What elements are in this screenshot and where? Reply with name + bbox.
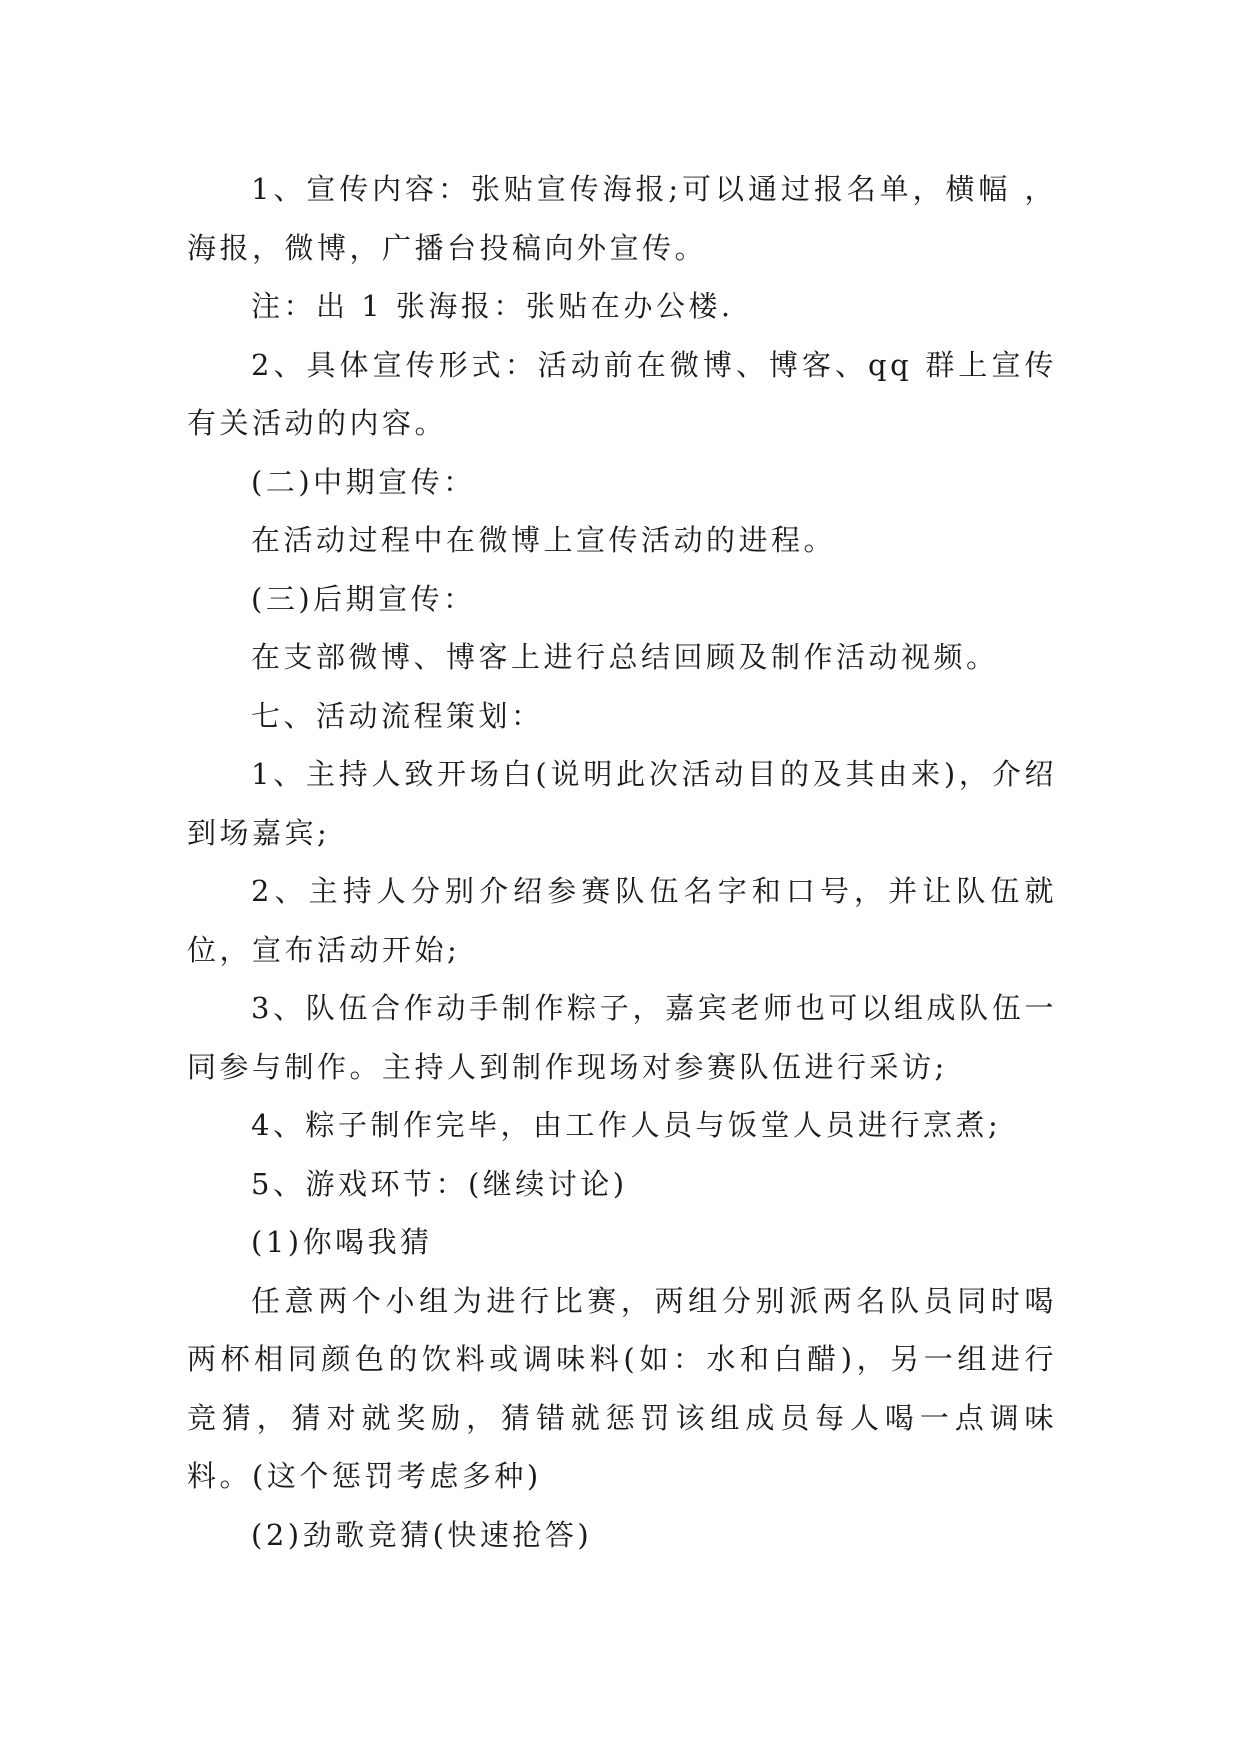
paragraph-11: 3、队伍合作动手制作粽子，嘉宾老师也可以组成队伍一同参与制作。主持人到制作现场对参赛队伍进行采访; (187, 991, 1057, 1084)
paragraph-4: (二)中期宣传： (251, 464, 476, 499)
paragraph-12: 4、粽子制作完毕，由工作人员与饭堂人员进行烹煮; (251, 1108, 1002, 1142)
paragraph-14: (1)你喝我猜 (251, 1225, 433, 1259)
paragraph-9: 1、主持人致开场白(说明此次活动目的及其由来)，介绍到场嘉宾; (187, 757, 1057, 850)
paragraph-6: (三)后期宣传： (251, 581, 476, 616)
document-body (187, 160, 1057, 1564)
paragraph-8: 七、活动流程策划： (251, 698, 544, 733)
paragraph-16: (2)劲歌竞猜(快速抢答) (251, 1517, 593, 1552)
paragraph-7: 在支部微博、博客上进行总结回顾及制作活动视频。 (251, 640, 999, 674)
paragraph-5: 在活动过程中在微博上宣传活动的进程。 (251, 523, 837, 557)
paragraph-2: 注：出 1 张海报：张贴在办公楼. (251, 289, 734, 323)
paragraph-1: 1、宣传内容：张贴宣传海报;可以通过报名单，横幅 ，海报，微博，广播台投稿向外宣传。 (187, 172, 1057, 265)
paragraph-10: 2、主持人分别介绍参赛队伍名字和口号，并让队伍就位，宣布活动开始; (187, 874, 1057, 967)
paragraph-15: 任意两个小组为进行比赛，两组分别派两名队员同时喝两杯相同颜色的饮料或调味料(如：水和白醋)，另一组进行竞猜，猜对就奖励，猜错就惩罚该组成员每人喝一点调味料。(这个惩罚考虑多种) (187, 1283, 1057, 1493)
paragraph-3: 2、具体宣传形式：活动前在微博、博客、qq 群上宣传有关活动的内容。 (187, 347, 1057, 440)
paragraph-13: 5、游戏环节：(继续讨论) (251, 1166, 628, 1201)
